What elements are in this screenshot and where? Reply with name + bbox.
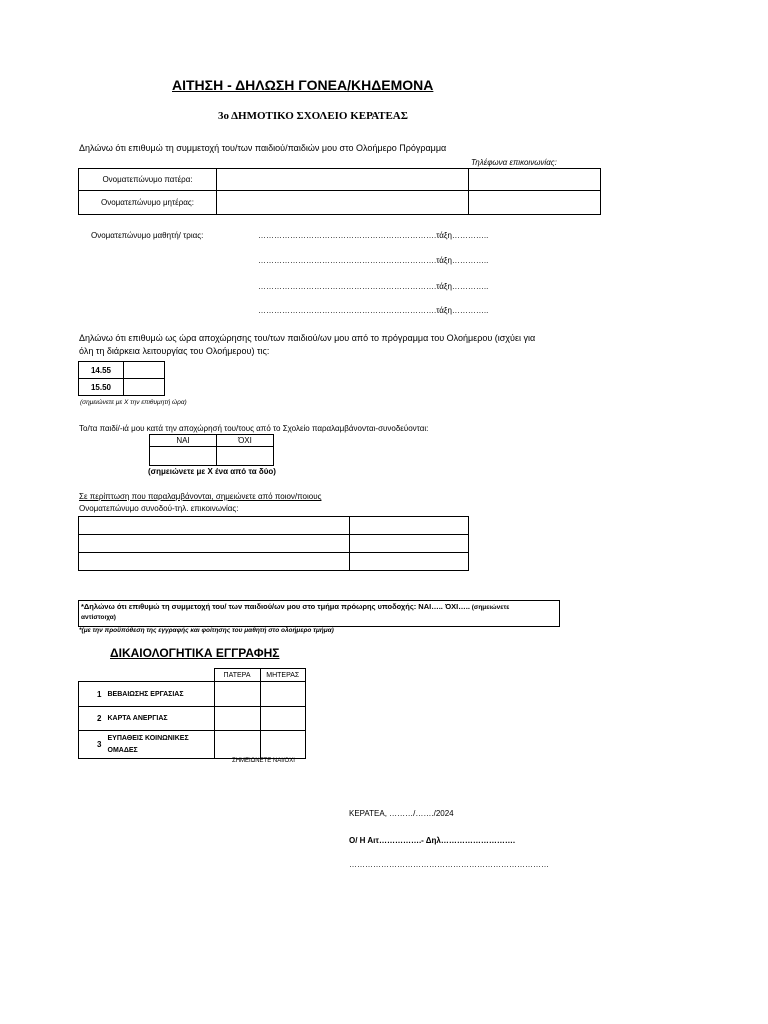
pickup-statement: Το/τα παιδί/-ιά μου κατά την αποχώρησή του/τους από το Σχολείο παραλαμβάνονται-συνοδεύονται: bbox=[79, 424, 429, 433]
time-1455-checkbox[interactable] bbox=[124, 362, 165, 379]
place-date: ΚΕΡΑΤΕΑ, ………/……./2024 bbox=[349, 809, 454, 818]
early-care-footnote: *(με την προϋπόθεση της εγγραφής και φοίτησης του μαθητή στο ολοήμερο τμήμα) bbox=[79, 627, 334, 634]
doc-father-field[interactable] bbox=[214, 682, 260, 707]
escort-table bbox=[78, 516, 469, 571]
phones-label: Τηλέφωνα επικοινωνίας: bbox=[471, 158, 557, 167]
applicant-line[interactable]: Ο/ Η Αιτ…………….- Δηλ………………………. bbox=[349, 836, 516, 845]
doc-mother-field[interactable] bbox=[260, 682, 306, 707]
pickup-no-checkbox[interactable] bbox=[217, 447, 274, 466]
pickup-yes-checkbox[interactable] bbox=[150, 447, 217, 466]
early-care-note: (σημειώνετε bbox=[469, 604, 510, 611]
mother-name-field[interactable] bbox=[217, 191, 469, 215]
escort-name-field[interactable] bbox=[79, 553, 350, 571]
doc-row-num: 1 bbox=[79, 682, 105, 707]
student-line-4[interactable]: ………………………………………………………….τάξη………….. bbox=[258, 306, 489, 315]
student-line-3[interactable]: ………………………………………………………….τάξη………….. bbox=[258, 282, 489, 291]
doc-father-field[interactable] bbox=[214, 707, 260, 731]
escort-heading: Σε περίπτωση που παραλαμβάνονται, σημειώνετε από ποιον/ποιους bbox=[79, 492, 322, 501]
escort-name-field[interactable] bbox=[79, 517, 350, 535]
departure-statement-line1: Δηλώνω ότι επιθυμώ ως ώρα αποχώρησης του/των παιδιού/ων μου από το πρόγραμμα του Ολοήμερου (ισχύει για bbox=[79, 333, 536, 343]
student-name-label: Ονοματεπώνυμο μαθητή/ τριας: bbox=[91, 231, 204, 240]
doc-mother-field[interactable] bbox=[260, 731, 306, 759]
school-name: 3ο ΔΗΜΟΤΙΚΟ ΣΧΟΛΕΙΟ ΚΕΡΑΤΕΑΣ bbox=[218, 110, 408, 122]
early-care-note-line2: αντίστοιχα) bbox=[81, 614, 116, 621]
mother-phone-field[interactable] bbox=[469, 191, 601, 215]
early-care-text: *Δηλώνω ότι επιθυμώ τη συμμετοχή του/ των παιδιού/ων μου στο τμήμα πρόωρης υποδοχής: ΝΑΙ….. ΌΧΙ….. bbox=[81, 602, 470, 611]
departure-statement-line2: όλη τη διάρκεια λειτουργίας του Ολοήμερου) τις: bbox=[79, 346, 270, 356]
time-option-1550: 15.50 bbox=[79, 379, 124, 396]
father-phone-field[interactable] bbox=[469, 169, 601, 191]
doc-mother-field[interactable] bbox=[260, 707, 306, 731]
pickup-table bbox=[149, 434, 274, 466]
doc-row-label: ΚΑΡΤΑ ΑΝΕΡΓΙΑΣ bbox=[105, 707, 215, 731]
early-care-box bbox=[78, 600, 560, 627]
mother-label: Ονοματεπώνυμο μητέρας: bbox=[79, 191, 217, 215]
escort-label: Ονοματεπώνυμο συνοδού-τηλ. επικοινωνίας: bbox=[79, 504, 239, 513]
document-title: ΑΙΤΗΣΗ - ΔΗΛΩΣΗ ΓΟΝΕΑ/ΚΗΔΕΜΟΝΑ bbox=[172, 77, 434, 93]
documents-heading: ΔΙΚΑΙΟΛΟΓΗΤΙΚΑ ΕΓΓΡΑΦΗΣ bbox=[110, 646, 280, 660]
col-mother-header: ΜΗΤΕΡΑΣ bbox=[260, 669, 306, 682]
escort-phone-field[interactable] bbox=[350, 517, 469, 535]
escort-name-field[interactable] bbox=[79, 535, 350, 553]
doc-father-field[interactable] bbox=[214, 731, 260, 759]
signature-line[interactable]: ………………………………………………………………… bbox=[349, 860, 549, 869]
student-line-1[interactable]: ………………………………………………………….τάξη………….. bbox=[258, 231, 489, 240]
intro-statement: Δηλώνω ότι επιθυμώ τη συμμετοχή του/των παιδιού/παιδιών μου στο Ολοήμερο Πρόγραμμα bbox=[79, 143, 447, 153]
doc-row-label: ΕΥΠΑΘΕΙΣ ΚΟΙΝΩΝΙΚΕΣ ΟΜΑΔΕΣ bbox=[105, 731, 215, 759]
col-father-header: ΠΑΤΕΡΑ bbox=[214, 669, 260, 682]
documents-table bbox=[78, 668, 306, 759]
time-option-1455: 14.55 bbox=[79, 362, 124, 379]
doc-row-num: 3 bbox=[79, 731, 105, 759]
escort-phone-field[interactable] bbox=[350, 535, 469, 553]
doc-row-num: 2 bbox=[79, 707, 105, 731]
father-name-field[interactable] bbox=[217, 169, 469, 191]
parents-table bbox=[78, 168, 601, 215]
pickup-no-label: ΌΧΙ bbox=[217, 435, 274, 447]
documents-note: ΣΗΜΕΙΩΝΕΤΕ ΝΑΙ/ΟΧΙ bbox=[232, 758, 295, 764]
father-label: Ονοματεπώνυμο πατέρα: bbox=[79, 169, 217, 191]
time-1550-checkbox[interactable] bbox=[124, 379, 165, 396]
escort-phone-field[interactable] bbox=[350, 553, 469, 571]
departure-time-table bbox=[78, 361, 165, 396]
student-line-2[interactable]: ………………………………………………………….τάξη………….. bbox=[258, 256, 489, 265]
departure-note: (σημειώνετε με Χ την επιθυμητή ώρα) bbox=[80, 399, 187, 406]
pickup-yes-label: ΝΑΙ bbox=[150, 435, 217, 447]
pickup-note: (σημειώνετε με Χ ένα από τα δύο) bbox=[148, 467, 276, 476]
doc-row-label: ΒΕΒΑΙΩΣΗΣ ΕΡΓΑΣΙΑΣ bbox=[105, 682, 215, 707]
